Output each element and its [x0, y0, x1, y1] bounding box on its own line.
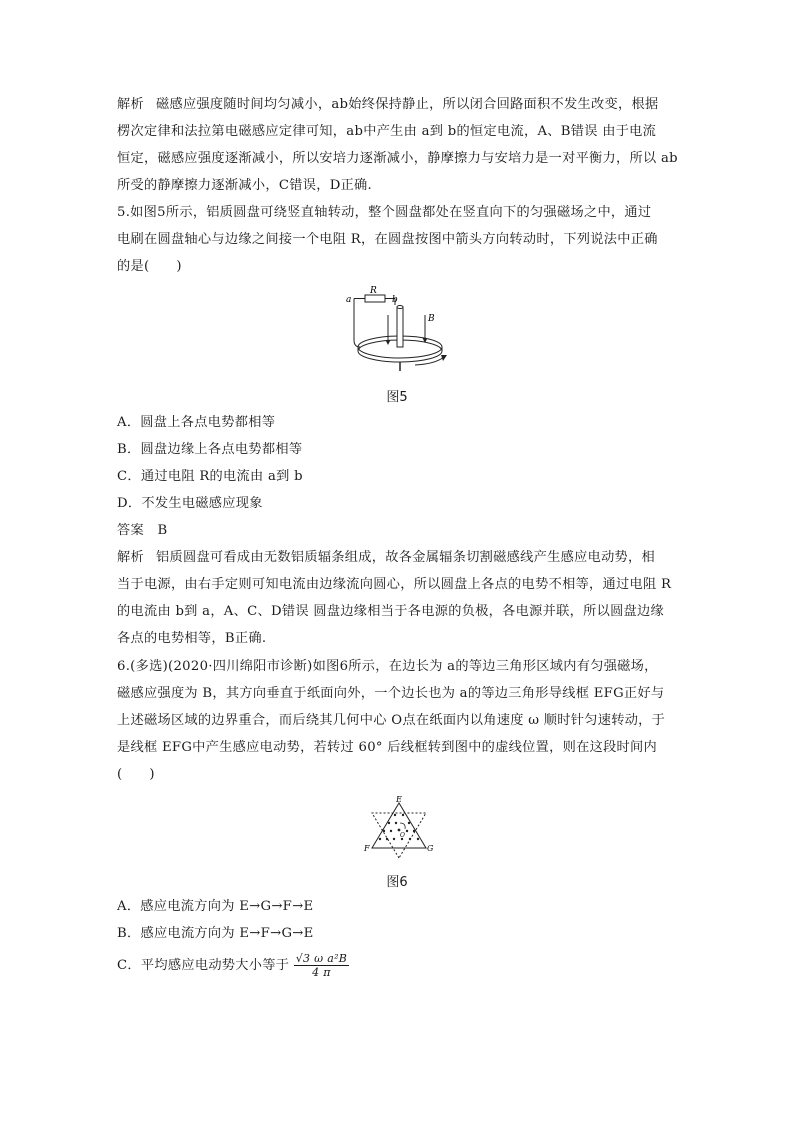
figure-6-triangle-diagram [362, 793, 436, 861]
formula-denominator: 4 π [312, 966, 331, 979]
figure-label-E: E [396, 795, 402, 804]
analysis-line: 所受的静摩擦力逐渐减小，C错误，D正确. [117, 178, 373, 193]
question-5-line: 5.如图5所示，铝质圆盘可绕竖直轴转动，整个圆盘都处在竖直向下的匀强磁场之中，通过 [117, 205, 652, 220]
analysis-label: 解析 [117, 550, 144, 565]
question-6-line: 上述磁场区域的边界重合，而后绕其几何中心 O点在纸面内以角速度 ω 顺时针匀速转动，于 [117, 713, 666, 728]
analysis-line: 的电流由 b到 a，A、C、D错误 圆盘边缘相当于各电源的负极，各电源并联，所以圆盘边缘 [117, 604, 665, 619]
option-a: A．圆盘上各点电势都相等 [117, 415, 276, 430]
question-5-line: 电刷在圆盘轴心与边缘之间接一个电阻 R，在圆盘按图中箭头方向转动时，下列说法中正确 [117, 232, 658, 247]
figure-label-O: O [400, 832, 405, 839]
analysis-line: 各点的电势相等，B正确. [117, 631, 267, 646]
figure-5-caption: 图5 [386, 390, 408, 405]
emf-formula [294, 952, 349, 979]
figure-label-a: a [346, 295, 352, 305]
figure-label-R: R [370, 286, 377, 296]
figure-label-B: B [428, 314, 435, 324]
question-6-line: 是线框 EFG中产生感应电动势，若转过 60° 后线框转到图中的虚线位置，则在这段时间内 [117, 740, 658, 755]
figure-6-caption: 图6 [386, 875, 408, 890]
figure-5-disk-diagram [340, 285, 460, 380]
analysis-line: 解析 铝质圆盘可看成由无数铝质辐条组成，故各金属辐条切割磁感线产生感应电动势，相 [117, 550, 656, 565]
figure-label-b: b [392, 295, 398, 305]
analysis-line: 解析 磁感应强度随时间均匀减小，ab始终保持静止，所以闭合回路面积不发生改变，根据 [117, 97, 659, 112]
figure-label-F: F [364, 844, 370, 853]
analysis-label: 解析 [117, 97, 144, 112]
question-6-line: 6.(多选)(2020·四川绵阳市诊断)如图6所示，在边长为 a的等边三角形区域内有匀强磁场， [117, 659, 658, 674]
analysis-line: 楞次定律和法拉第电磁感应定律可知，ab中产生由 a到 b的恒定电流，A、B错误 由于电流 [117, 124, 657, 139]
answer-line: 答案 B [117, 523, 168, 538]
question-6-line: 磁感应强度为 B，其方向垂直于纸面向外，一个边长也为 a的等边三角形导线框 EFG正好与 [117, 686, 665, 701]
question-5-line: 的是( ) [117, 259, 182, 274]
option-c: C．平均感应电动势大小等于 $\frac{\text{√3 ω a²B}}{4 \pi}$ [117, 952, 348, 979]
option-b: B．圆盘边缘上各点电势都相等 [117, 442, 303, 457]
analysis-line: 当于电源，由右手定则可知电流由边缘流向圆心，所以圆盘上各点的电势不相等，通过电阻 R [117, 577, 672, 592]
analysis-line: 恒定，磁感应强度逐渐减小，所以安培力逐渐减小，静摩擦力与安培力是一对平衡力，所以 ab [117, 151, 678, 166]
option-a: A．感应电流方向为 E→G→F→E [117, 899, 314, 914]
figure-label-G: G [427, 844, 434, 853]
option-d: D．不发生电磁感应现象 [117, 496, 263, 511]
option-b: B．感应电流方向为 E→F→G→E [117, 926, 314, 941]
question-6-line: ( ) [117, 767, 155, 782]
option-c: C．通过电阻 R的电流由 a到 b [117, 469, 303, 484]
formula-numerator: √3 ω a²B [295, 952, 348, 965]
